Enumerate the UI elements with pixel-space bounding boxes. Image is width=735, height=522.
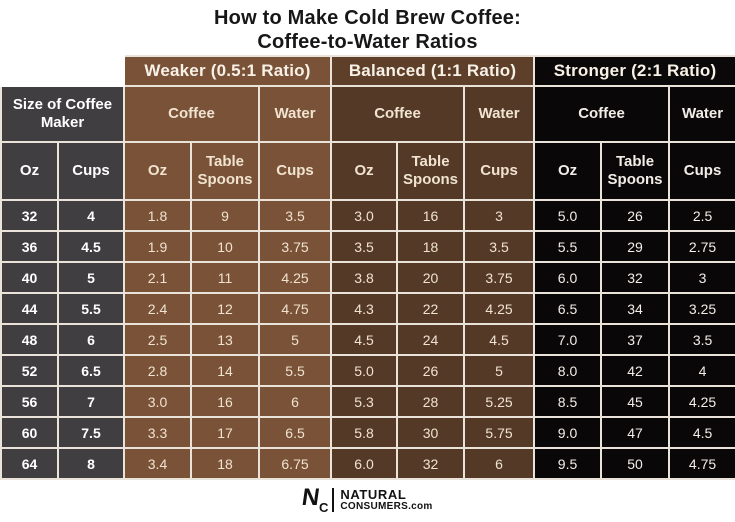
table-cell: 18 <box>397 231 464 262</box>
table-cell: 9 <box>191 200 259 231</box>
section-header-balanced: Balanced (1:1 Ratio) <box>331 56 534 86</box>
table-cell: 7.0 <box>534 324 601 355</box>
table-cell: 8.0 <box>534 355 601 386</box>
logo-divider <box>332 488 334 512</box>
weaker-tablespoons-header: Table Spoons <box>191 142 259 200</box>
table-cell: 12 <box>191 293 259 324</box>
table-cell: 5.0 <box>534 200 601 231</box>
corner-label: Size of Coffee Maker <box>1 86 124 142</box>
table-cell: 9.5 <box>534 448 601 479</box>
table-cell: 44 <box>1 293 58 324</box>
table-cell: 6.5 <box>534 293 601 324</box>
table-cell: 17 <box>191 417 259 448</box>
table-cell: 8.5 <box>534 386 601 417</box>
table-cell: 52 <box>1 355 58 386</box>
table-cell: 8 <box>58 448 124 479</box>
table-cell: 3 <box>464 200 534 231</box>
size-cups-header: Cups <box>58 142 124 200</box>
table-cell: 28 <box>397 386 464 417</box>
table-cell: 5.0 <box>331 355 397 386</box>
table-cell: 5.5 <box>58 293 124 324</box>
weaker-cups-header: Cups <box>259 142 331 200</box>
table-cell: 5.3 <box>331 386 397 417</box>
table-cell: 32 <box>601 262 669 293</box>
corner-spacer <box>1 56 124 86</box>
table-cell: 5 <box>464 355 534 386</box>
balanced-coffee-header: Coffee <box>331 86 464 142</box>
section-header-stronger: Stronger (2:1 Ratio) <box>534 56 735 86</box>
table-cell: 4.3 <box>331 293 397 324</box>
title-line-2: Coffee-to-Water Ratios <box>257 31 478 53</box>
stronger-oz-header: Oz <box>534 142 601 200</box>
table-cell: 3.8 <box>331 262 397 293</box>
page-title <box>0 6 735 54</box>
weaker-water-header: Water <box>259 86 331 142</box>
table-cell: 26 <box>397 355 464 386</box>
table-row <box>1 417 735 448</box>
table-cell: 40 <box>1 262 58 293</box>
table-cell: 2.5 <box>669 200 735 231</box>
table-cell: 5.5 <box>534 231 601 262</box>
table-cell: 60 <box>1 417 58 448</box>
table-cell: 30 <box>397 417 464 448</box>
table-cell: 34 <box>601 293 669 324</box>
stronger-tablespoons-header: Table Spoons <box>601 142 669 200</box>
table-cell: 5.25 <box>464 386 534 417</box>
table-cell: 4.75 <box>259 293 331 324</box>
brand-name: NATURAL <box>340 487 407 502</box>
table-cell: 64 <box>1 448 58 479</box>
table-cell: 20 <box>397 262 464 293</box>
table-cell: 3.5 <box>669 324 735 355</box>
table-cell: 2.1 <box>124 262 191 293</box>
table-cell: 5.5 <box>259 355 331 386</box>
table-cell: 3.5 <box>331 231 397 262</box>
table-cell: 4.25 <box>259 262 331 293</box>
brand-domain: CONSUMERS.com <box>340 501 433 512</box>
table-cell: 2.8 <box>124 355 191 386</box>
table-cell: 56 <box>1 386 58 417</box>
stronger-cups-header: Cups <box>669 142 735 200</box>
table-row <box>1 293 735 324</box>
weaker-oz-header: Oz <box>124 142 191 200</box>
coffee-ratio-table <box>0 55 735 480</box>
table-cell: 3.25 <box>669 293 735 324</box>
table-cell: 1.8 <box>124 200 191 231</box>
table-row <box>1 231 735 262</box>
table-cell: 5 <box>58 262 124 293</box>
stronger-water-header: Water <box>669 86 735 142</box>
table-cell: 18 <box>191 448 259 479</box>
table-cell: 22 <box>397 293 464 324</box>
table-cell: 6.0 <box>534 262 601 293</box>
table-cell: 2.75 <box>669 231 735 262</box>
balanced-water-header: Water <box>464 86 534 142</box>
table-cell: 26 <box>601 200 669 231</box>
balanced-cups-header: Cups <box>464 142 534 200</box>
table-body <box>1 200 735 479</box>
table-cell: 3.5 <box>464 231 534 262</box>
weaker-coffee-header: Coffee <box>124 86 259 142</box>
table-cell: 3.5 <box>259 200 331 231</box>
natural-consumers-logo <box>0 484 735 515</box>
table-cell: 3.75 <box>259 231 331 262</box>
table-row <box>1 386 735 417</box>
table-cell: 4 <box>669 355 735 386</box>
table-cell: 6.75 <box>259 448 331 479</box>
table-cell: 16 <box>191 386 259 417</box>
table-cell: 3 <box>669 262 735 293</box>
table-cell: 4.25 <box>464 293 534 324</box>
table-cell: 6 <box>58 324 124 355</box>
table-cell: 2.5 <box>124 324 191 355</box>
nc-monogram-icon: N C <box>300 484 329 515</box>
table-cell: 10 <box>191 231 259 262</box>
table-cell: 3.0 <box>124 386 191 417</box>
table-row <box>1 355 735 386</box>
balanced-oz-header: Oz <box>331 142 397 200</box>
table-cell: 9.0 <box>534 417 601 448</box>
table-cell: 1.9 <box>124 231 191 262</box>
table-cell: 14 <box>191 355 259 386</box>
table-cell: 6.0 <box>331 448 397 479</box>
table-cell: 4.75 <box>669 448 735 479</box>
table-cell: 13 <box>191 324 259 355</box>
table-cell: 3.0 <box>331 200 397 231</box>
table-row <box>1 448 735 479</box>
stronger-coffee-header: Coffee <box>534 86 669 142</box>
table-cell: 2.4 <box>124 293 191 324</box>
table-cell: 16 <box>397 200 464 231</box>
table-cell: 6 <box>464 448 534 479</box>
table-cell: 4.5 <box>464 324 534 355</box>
table-cell: 7.5 <box>58 417 124 448</box>
brand-text <box>340 488 432 512</box>
table-cell: 32 <box>1 200 58 231</box>
table-cell: 29 <box>601 231 669 262</box>
table-cell: 37 <box>601 324 669 355</box>
table-cell: 47 <box>601 417 669 448</box>
table-cell: 3.75 <box>464 262 534 293</box>
table-cell: 4.5 <box>58 231 124 262</box>
table-row <box>1 324 735 355</box>
table-cell: 5.8 <box>331 417 397 448</box>
table-cell: 5.75 <box>464 417 534 448</box>
table-cell: 6 <box>259 386 331 417</box>
table-cell: 36 <box>1 231 58 262</box>
table-row <box>1 200 735 231</box>
table-cell: 3.3 <box>124 417 191 448</box>
table-cell: 7 <box>58 386 124 417</box>
table-cell: 42 <box>601 355 669 386</box>
table-cell: 50 <box>601 448 669 479</box>
table-cell: 45 <box>601 386 669 417</box>
table-cell: 32 <box>397 448 464 479</box>
table-cell: 6.5 <box>58 355 124 386</box>
table-row <box>1 262 735 293</box>
table-cell: 48 <box>1 324 58 355</box>
table-cell: 4.5 <box>669 417 735 448</box>
table-cell: 24 <box>397 324 464 355</box>
table-cell: 11 <box>191 262 259 293</box>
size-oz-header: Oz <box>1 142 58 200</box>
table-cell: 5 <box>259 324 331 355</box>
table-cell: 4 <box>58 200 124 231</box>
table-cell: 3.4 <box>124 448 191 479</box>
section-header-weaker: Weaker (0.5:1 Ratio) <box>124 56 331 86</box>
title-line-1: How to Make Cold Brew Coffee: <box>214 7 521 29</box>
balanced-tablespoons-header: Table Spoons <box>397 142 464 200</box>
table-cell: 4.25 <box>669 386 735 417</box>
table-cell: 6.5 <box>259 417 331 448</box>
table-cell: 4.5 <box>331 324 397 355</box>
